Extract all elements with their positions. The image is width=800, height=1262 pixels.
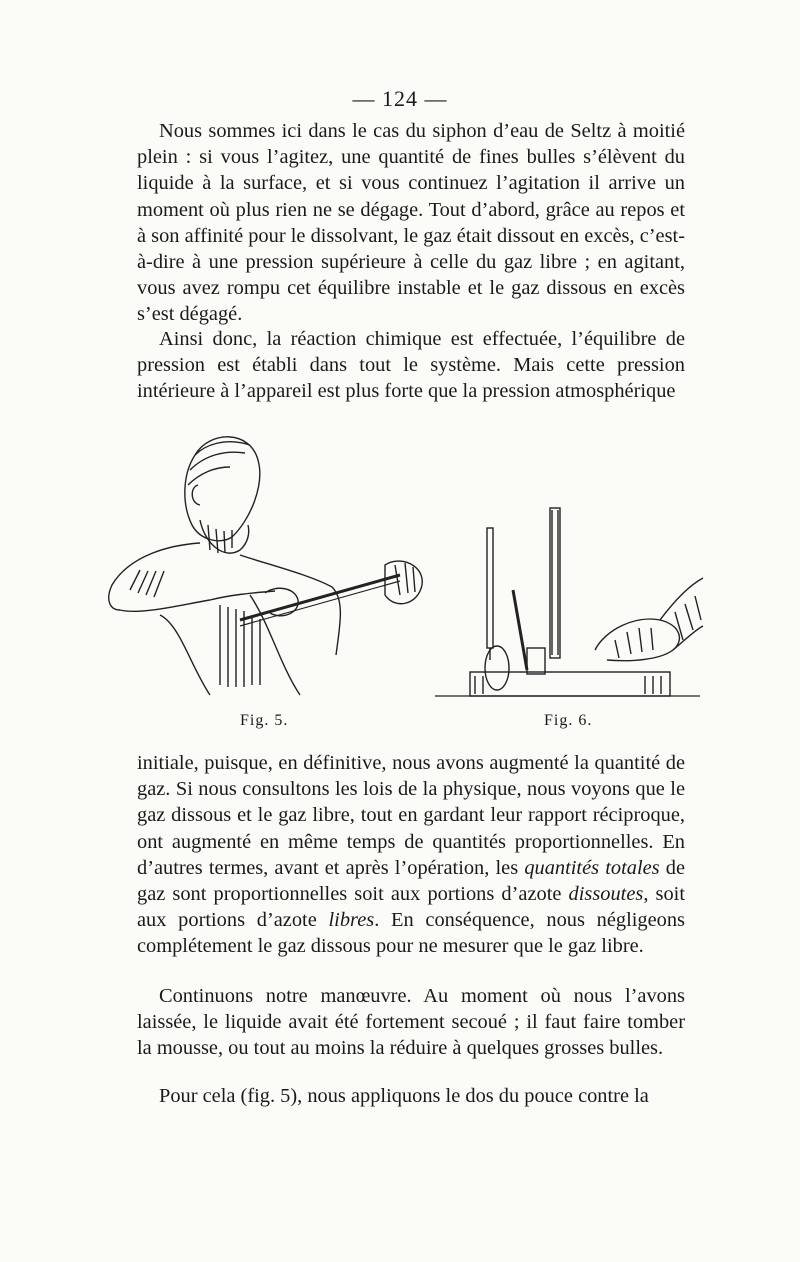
paragraph-2 <box>137 326 685 405</box>
figure-5-illustration <box>100 425 430 705</box>
paragraph-5 <box>137 1083 685 1109</box>
figure-5-caption: Fig. 5. <box>240 712 289 729</box>
paragraph-4-text: Continuons notre manœuvre. Au moment où nous l’avons laissée, le liquide avait été fortement secoué ; il faut faire tomber la mousse, ou tout au moins la réduire à quelques grosses bulles. <box>137 985 685 1060</box>
emphasis-libres: libres <box>328 909 375 932</box>
paragraph-4 <box>137 983 685 1062</box>
paragraph-1-text: Nous sommes ici dans le cas du siphon d’eau de Seltz à moitié plein : si vous l’agitez, une quantité de fines bulles s’élèvent du liquide à la surface, et si vous continuez l’agitation il arrive un moment où plus rien ne se dégage. Tout d’abord, grâce au repos et à son affinité pour le dissolvant, le gaz était dissout en excès, c’est-à-dire à une pression supérieure à celle du gaz libre ; en agitant, vous avez rompu cet équilibre instable et le gaz dissous en excès s’est dégagé. <box>137 120 685 326</box>
emphasis-dissoutes: dissoutes <box>568 883 644 906</box>
paragraph-5-text: Pour cela (fig. 5), nous appliquons le dos du pouce contre la <box>159 1085 649 1107</box>
paragraph-3-text-d: . En conséquence, nous négligeons complétement le gaz dissous pour ne mesurer que le gaz libre. <box>137 909 685 958</box>
paragraph-3-text-b: de gaz sont proportionnelles soit aux portions d’azote <box>137 856 686 906</box>
paragraph-1 <box>137 118 685 328</box>
paragraph-2-text: Ainsi donc, la réaction chimique est effectuée, l’équilibre de pression est établi dans tout le système. Mais cette pression intérieure à l’appareil est plus forte que la pression atmosphérique <box>137 328 685 403</box>
figure-6-caption: Fig. 6. <box>544 712 593 729</box>
figure-6-illustration <box>435 500 705 705</box>
paragraph-3-text-c: , soit aux portions d’azote <box>137 883 685 932</box>
emphasis-quantites-totales: quantités totales <box>524 856 660 879</box>
paragraph-3 <box>137 750 685 960</box>
paragraph-3-text-a: initiale, puisque, en définitive, nous avons augmenté la quantité de gaz. Si nous consultons les lois de la physique, nous voyons que le gaz dissous et le gaz libre, tout en gardant leur rapport réciproque, ont augmenté en même temps de quantités proportionnelles. En d’autres termes, avant et après l’opération, les <box>137 752 685 879</box>
page-number: — 124 — <box>352 86 448 111</box>
